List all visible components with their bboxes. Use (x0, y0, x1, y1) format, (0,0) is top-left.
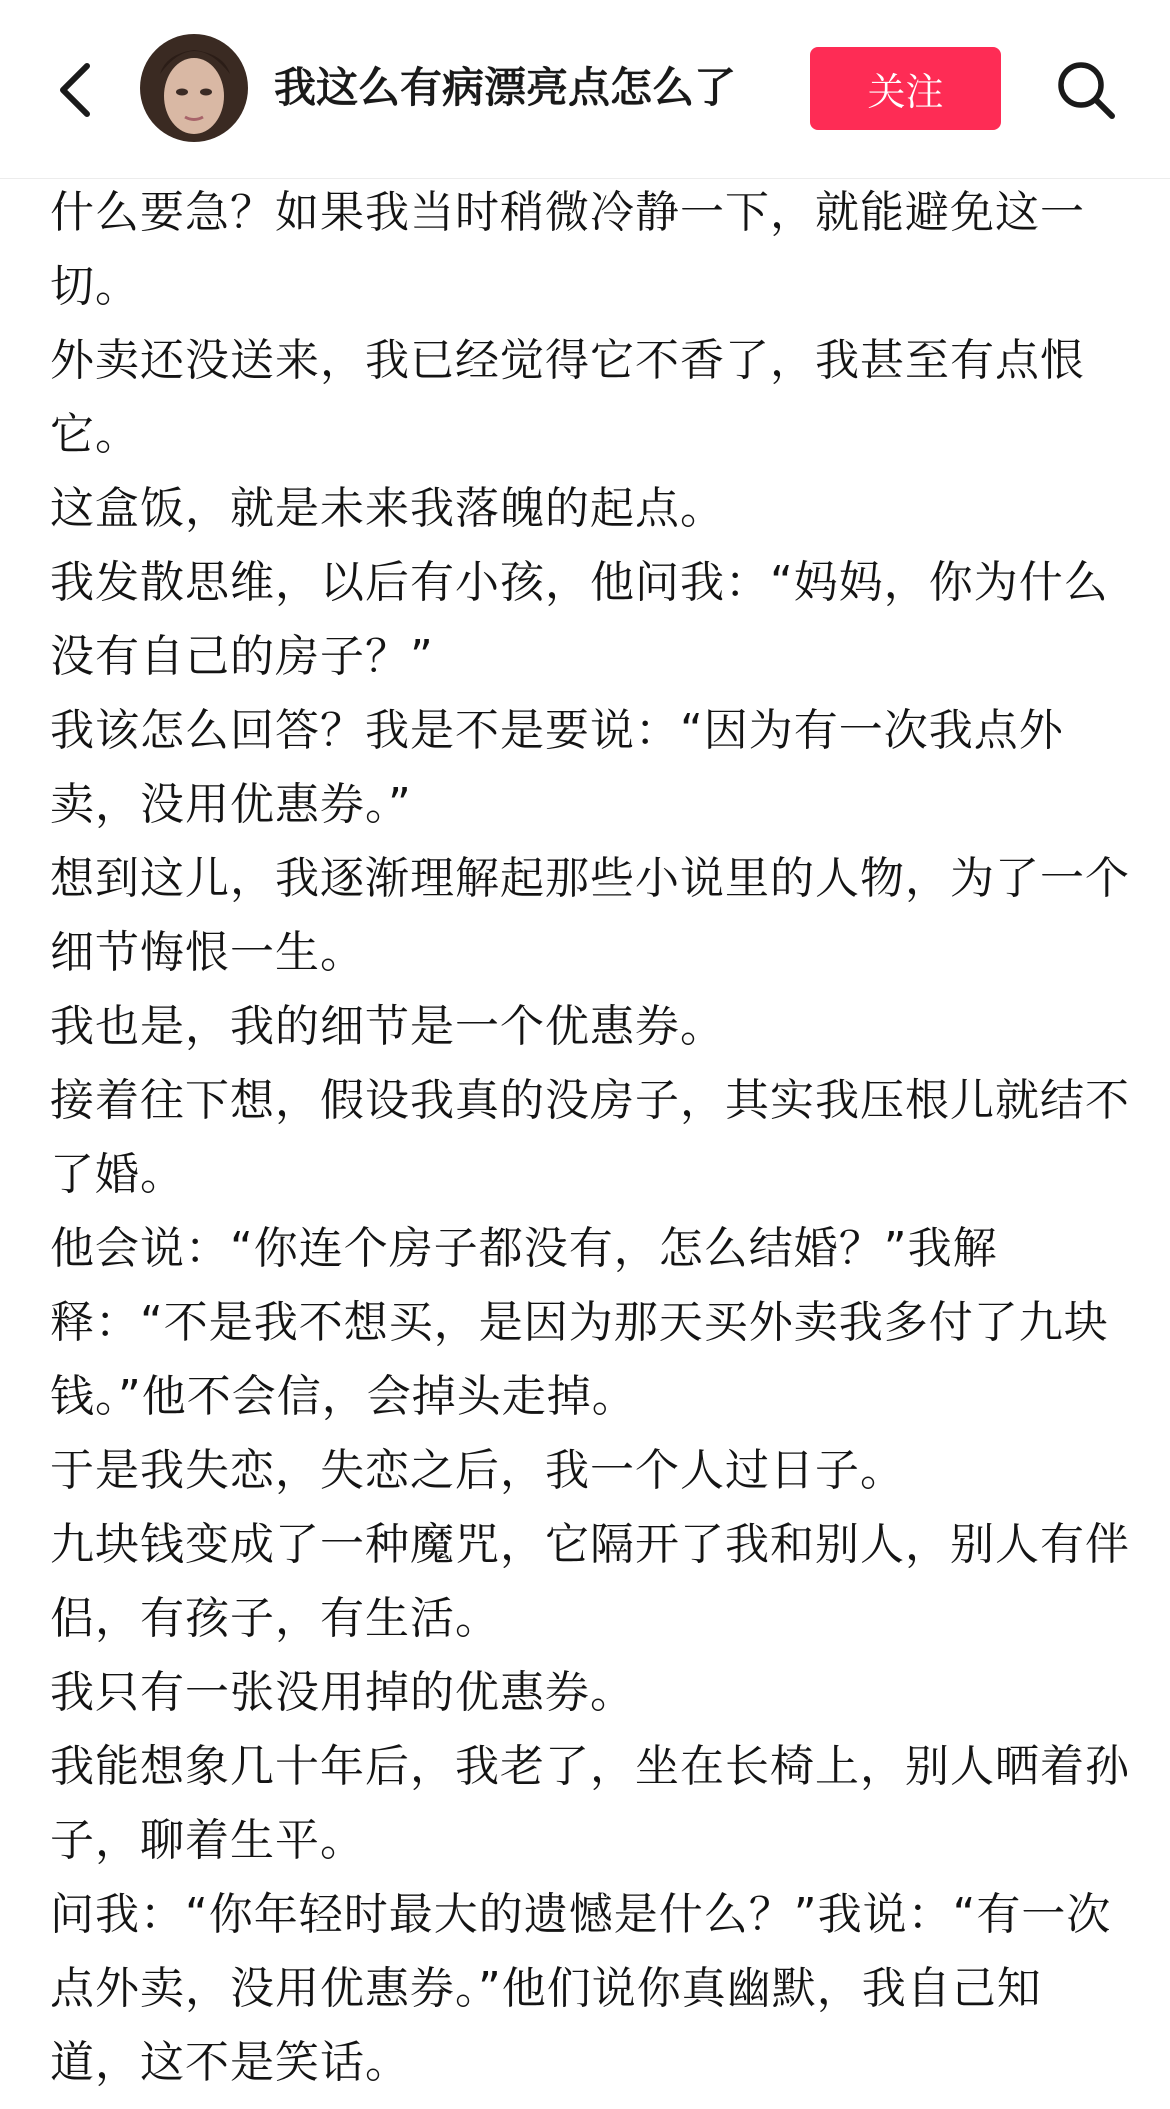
top-bar (0, 0, 1170, 179)
chevron-left-icon (55, 60, 95, 120)
search-icon (1054, 58, 1118, 122)
back-button[interactable] (40, 50, 110, 130)
article-paragraph: 九块钱变成了一种魔咒，它隔开了我和别人，别人有伴侣，有孩子，有生活。 (50, 1519, 1130, 1644)
account-name[interactable]: 我这么有病漂亮点怎么了 (274, 63, 737, 112)
article-paragraph: 于是我失恋，失恋之后，我一个人过日子。 (50, 1445, 905, 1496)
article-paragraph: 我发散思维，以后有小孩，他问我：“妈妈，你为什么没有自己的房子？” (50, 557, 1109, 682)
article-paragraph: 我能想象几十年后，我老了，坐在长椅上，别人晒着孙子，聊着生平。 (50, 1741, 1130, 1866)
article-paragraph: 问我：“你年轻时最大的遗憾是什么？”我说：“有一次点外卖，没用优惠券。”他们说你真幽默，我自己知道，这不是笑话。 (50, 1889, 1112, 2088)
article-body (50, 176, 1130, 2100)
article-paragraph: 想到这儿，我逐渐理解起那些小说里的人物，为了一个细节悔恨一生。 (50, 853, 1130, 978)
article-paragraph: 我只有一张没用掉的优惠券。 (50, 1667, 635, 1718)
article-paragraph: 外卖还没送来，我已经觉得它不香了，我甚至有点恨它。 (50, 335, 1085, 460)
avatar[interactable] (140, 34, 248, 142)
article-paragraph: 接着往下想，假设我真的没房子，其实我压根儿就结不了婚。 (50, 1075, 1130, 1200)
article-paragraph: 我也是，我的细节是一个优惠券。 (50, 1001, 725, 1052)
search-button[interactable] (1048, 52, 1124, 128)
article-paragraph: 什么要急？如果我当时稍微冷静一下，就能避免这一切。 (50, 187, 1085, 312)
article-paragraph: 这盒饭，就是未来我落魄的起点。 (50, 483, 725, 534)
article-paragraph: 我该怎么回答？我是不是要说：“因为有一次我点外卖，没用优惠券。” (50, 705, 1064, 830)
article-paragraph: 他会说：“你连个房子都没有，怎么结婚？”我解释：“不是我不想买，是因为那天买外卖我多付了九块钱。”他不会信，会掉头走掉。 (50, 1223, 1109, 1422)
follow-button[interactable]: 关注 (810, 47, 1001, 130)
